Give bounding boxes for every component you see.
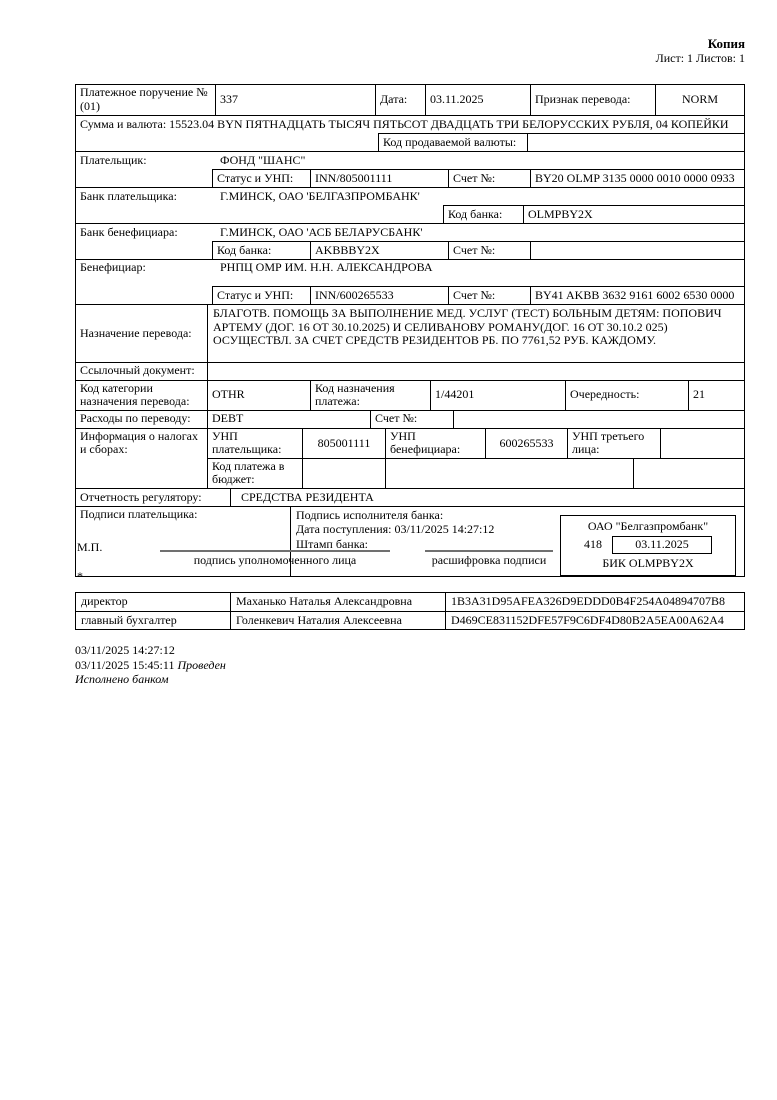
signer-role: главный бухгалтер [76, 612, 231, 630]
payment-order-table [75, 84, 745, 577]
table-row [76, 611, 744, 630]
stamp-number: 418 [584, 537, 602, 552]
tax-info-label: Информация о налогах и сборах: [76, 429, 208, 488]
row-purpose [76, 304, 744, 362]
doc-number-label: Платежное поручение № (01) [76, 85, 216, 115]
payer-unp-label: УНП плательщика: [208, 429, 303, 458]
payment-code-value: 1/44201 [431, 381, 566, 410]
created-timestamp: 03/11/2025 14:27:12 [75, 643, 175, 657]
row-benef [76, 259, 744, 286]
stamp-bank-name: ОАО "Белгазпромбанк" [587, 518, 709, 533]
benef-bank-code-label: Код банка: [212, 241, 310, 259]
benef-account-label: Счет №: [448, 286, 530, 304]
payer-status-label: Статус и УНП: [212, 169, 310, 187]
row-benef-status [76, 286, 744, 304]
payer-bank-label: Банк плательщика: [80, 188, 177, 203]
row-payer [76, 151, 744, 169]
bank-exec-sign-label: Подпись исполнителя банка: [296, 507, 444, 522]
date-value: 03.11.2025 [426, 85, 531, 115]
payer-bank-value: Г.МИНСК, ОАО 'БЕЛГАЗПРОМБАНК' [220, 188, 420, 203]
row-sold-currency [76, 133, 744, 151]
priority-label: Очередность: [566, 381, 689, 410]
signer-hash: 1B3A31D95AFEA326D9EDDD0B4F254A04894707B8 [451, 594, 726, 608]
tax-info-grid [208, 429, 744, 488]
spacer [76, 241, 212, 259]
benef-bank-account-value [530, 241, 744, 259]
bank-stamp-label: Штамп банка: [296, 537, 368, 552]
payer-value: ФОНД "ШАНС" [220, 152, 306, 167]
benef-label: Бенефициар: [80, 260, 146, 274]
benef-bank-code-value: AKBBBY2X [310, 241, 448, 259]
signers-table [75, 592, 745, 630]
payer-status-value: INN/805001111 [310, 169, 448, 187]
spacer [76, 169, 212, 187]
row-benef-bank [76, 223, 744, 241]
copy-label: Копия [707, 36, 745, 51]
purpose-value: БЛАГОТВ. ПОМОЩЬ ЗА ВЫПОЛНЕНИЕ МЕД. УСЛУГ (ТЕСТ) БОЛЬНЫМ ДЕТЯМ: ПОПОВИЧ АРТЕМУ (ДОГ. 16 ОТ 30.10.2025) И СЕЛИВАНОВУ РОМАНУ(ДОГ. 16 ОТ 30.10.2 025) ОСУЩЕСТВЛ. ЗА СЧЕТ СРЕДСТВ РЕЗИДЕНТОВ РБ. ПО 7761,52 РУБ. КАЖДОМУ. [213, 306, 722, 348]
benef-account-value: BY41 AKBB 3632 9161 6002 6530 0000 [530, 286, 744, 304]
payer-account-label: Счет №: [448, 169, 530, 187]
purpose-label: Назначение перевода: [76, 305, 208, 362]
row-ref-doc [76, 362, 744, 380]
processed-timestamp: 03/11/2025 15:45:11 [75, 657, 175, 672]
expenses-account-value [454, 411, 744, 428]
stamp-date-box: 03.11.2025 [612, 536, 712, 554]
stamp-bik: БИК OLMPBY2X [602, 556, 694, 571]
stamp-middle-row [563, 536, 733, 554]
table-row [76, 593, 744, 611]
date-label: Дата: [376, 85, 426, 115]
tax-sub-row-budget [208, 458, 744, 488]
payment-code-label: Код назначения платежа: [311, 381, 431, 410]
row-expenses [76, 410, 744, 428]
row-amount [76, 115, 744, 133]
signature-decode-line: расшифровка подписи [425, 550, 553, 568]
benef-value: РНПЦ ОМР ИМ. Н.Н. АЛЕКСАНДРОВА [220, 260, 433, 274]
budget-code-label: Код платежа в бюджет: [208, 459, 303, 488]
transfer-sign-value: NORM [681, 92, 718, 107]
bank-stamp-box [560, 515, 736, 576]
benef-bank-label: Банк бенефициара: [80, 224, 178, 239]
ref-doc-label: Ссылочный документ: [76, 363, 208, 380]
spacer [634, 459, 744, 488]
processed-line [75, 658, 226, 673]
benef-bank-account-label: Счет №: [448, 241, 530, 259]
row-regulator [76, 488, 744, 506]
row-category [76, 380, 744, 410]
priority-value: 21 [693, 387, 705, 402]
regulator-value: СРЕДСТВА РЕЗИДЕНТА [241, 489, 374, 504]
ref-doc-value [208, 363, 744, 380]
processing-status-block [75, 643, 226, 687]
row-payer-status [76, 169, 744, 187]
budget-extra-cell [386, 459, 634, 488]
tax-sub-row-unp [208, 429, 744, 458]
row-tax-info [76, 428, 744, 488]
sold-currency-label: Код продаваемой валюты: [378, 133, 527, 151]
doc-number-value: 337 [216, 85, 376, 115]
payer-bank-code-label: Код банка: [443, 205, 523, 223]
row-payer-bank [76, 187, 744, 205]
expenses-label: Расходы по переводу: [76, 411, 208, 428]
signer-role: директор [76, 593, 231, 611]
processed-status: Проведен [177, 657, 226, 672]
benef-status-value: INN/600265533 [310, 286, 448, 304]
third-unp-value [661, 429, 744, 458]
regulator-label: Отчетность регулятору: [76, 489, 231, 506]
payer-bank-code-value: OLMPBY2X [523, 205, 744, 223]
category-value: OTHR [208, 381, 311, 410]
row-benef-bank-code [76, 241, 744, 259]
transfer-sign-label: Признак перевода: [531, 85, 656, 115]
signer-hash: D469CE831152DFE57F9C6DF4D80B2A5EA00A62A4 [451, 612, 724, 627]
third-unp-label: УНП третьего лица: [568, 429, 661, 458]
expenses-value: DEBT [208, 411, 371, 428]
budget-code-value [303, 459, 386, 488]
payer-account-value: BY20 OLMP 3135 0000 0010 0000 0933 [530, 169, 744, 187]
benef-unp-label: УНП бенефициара: [386, 429, 486, 458]
payer-unp-value: 805001111 [303, 429, 386, 458]
benef-bank-value: Г.МИНСК, ОАО 'АСБ БЕЛАРУСБАНК' [220, 224, 423, 239]
row-doc-header [76, 85, 744, 115]
amount-line: Сумма и валюта: 15523.04 BYN ПЯТНАДЦАТЬ ТЫСЯЧ ПЯТЬСОТ ДВАДЦАТЬ ТРИ БЕЛОРУССКИХ РУБЛЯ, 04 КОПЕЙКИ [80, 116, 729, 131]
receipt-date-line: Дата поступления: 03/11/2025 14:27:12 [296, 522, 495, 537]
spacer [76, 205, 443, 223]
spacer [76, 286, 212, 304]
spacer [76, 133, 378, 151]
authorized-signature-line: подпись уполномоченного лица [160, 550, 390, 568]
payer-signatures-label: Подписи плательщика: [76, 507, 291, 576]
signer-name: Маханько Наталья Александровна [231, 593, 446, 611]
benef-unp-value: 600265533 [486, 429, 568, 458]
asterisk-note: * [77, 569, 83, 583]
sold-currency-value [527, 133, 744, 151]
payer-label: Плательщик: [80, 152, 147, 167]
executed-by-bank-label: Исполнено банком [75, 672, 169, 686]
expenses-account-label: Счет №: [371, 411, 454, 428]
signer-name: Голенкевич Наталия Алексеевна [231, 612, 446, 630]
sheet-counter: Лист: 1 Листов: 1 [655, 51, 745, 65]
category-label: Код категории назначения перевода: [76, 381, 208, 410]
row-payer-bank-code [76, 205, 744, 223]
benef-status-label: Статус и УНП: [212, 286, 310, 304]
seal-place-label: М.П. [77, 540, 103, 554]
